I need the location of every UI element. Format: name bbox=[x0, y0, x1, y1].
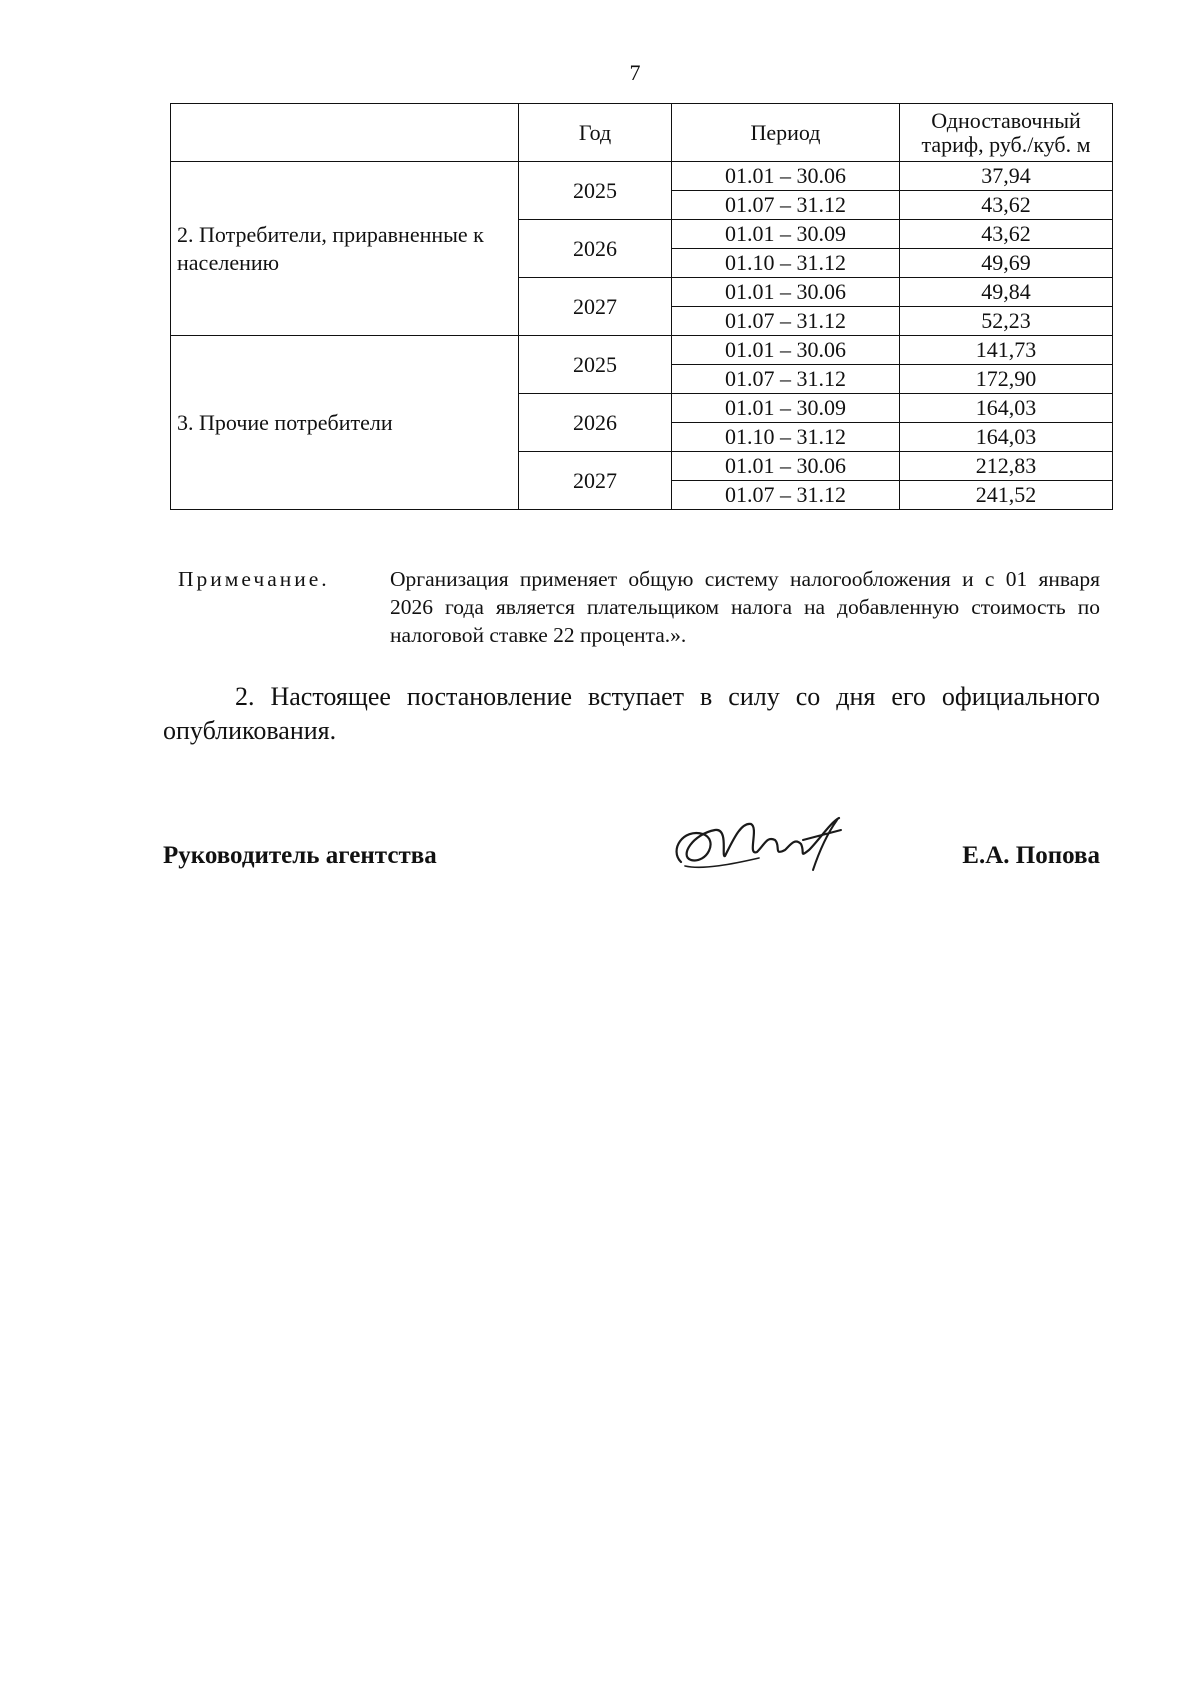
note bbox=[178, 565, 1100, 649]
period-cell: 01.01 – 30.06 bbox=[672, 336, 900, 365]
table-header-row bbox=[171, 104, 1113, 162]
table-row bbox=[171, 336, 1113, 365]
header-tariff: Одноставочный тариф, руб./куб. м bbox=[900, 104, 1113, 162]
effective-date-paragraph: 2. Настоящее постановление вступает в силу со дня его официального опубликования. bbox=[163, 682, 1100, 745]
tariff-cell: 212,83 bbox=[900, 452, 1113, 481]
year-cell: 2027 bbox=[519, 452, 672, 510]
header-category bbox=[171, 104, 519, 162]
tariff-cell: 141,73 bbox=[900, 336, 1113, 365]
tariff-cell: 241,52 bbox=[900, 481, 1113, 510]
signatory-name: Е.А. Попова bbox=[962, 842, 1100, 869]
header-period: Период bbox=[672, 104, 900, 162]
handwritten-signature bbox=[663, 800, 853, 890]
table-row bbox=[171, 162, 1113, 191]
tariff-cell: 164,03 bbox=[900, 423, 1113, 452]
year-cell: 2026 bbox=[519, 394, 672, 452]
tariff-table bbox=[170, 103, 1113, 510]
signatory-position: Руководитель агентства bbox=[163, 842, 437, 869]
period-cell: 01.07 – 31.12 bbox=[672, 365, 900, 394]
year-cell: 2026 bbox=[519, 220, 672, 278]
header-year: Год bbox=[519, 104, 672, 162]
tariff-cell: 52,23 bbox=[900, 307, 1113, 336]
period-cell: 01.07 – 31.12 bbox=[672, 191, 900, 220]
period-cell: 01.10 – 31.12 bbox=[672, 249, 900, 278]
note-text: Организация применяет общую систему налогообложения и с 01 января 2026 года является плательщиком налога на добавленную стоимость по налоговой ставке 22 процента.». bbox=[390, 567, 1100, 647]
period-cell: 01.10 – 31.12 bbox=[672, 423, 900, 452]
tariff-cell: 43,62 bbox=[900, 191, 1113, 220]
year-cell: 2025 bbox=[519, 336, 672, 394]
category-cell: 3. Прочие потребители bbox=[171, 336, 519, 510]
tariff-cell: 43,62 bbox=[900, 220, 1113, 249]
tariff-cell: 49,84 bbox=[900, 278, 1113, 307]
category-cell: 2. Потребители, приравненные к населению bbox=[171, 162, 519, 336]
period-cell: 01.01 – 30.06 bbox=[672, 162, 900, 191]
tariff-cell: 49,69 bbox=[900, 249, 1113, 278]
tariff-cell: 37,94 bbox=[900, 162, 1113, 191]
period-cell: 01.01 – 30.09 bbox=[672, 394, 900, 423]
year-cell: 2027 bbox=[519, 278, 672, 336]
period-cell: 01.01 – 30.06 bbox=[672, 452, 900, 481]
page-number: 7 bbox=[629, 60, 641, 85]
period-cell: 01.01 – 30.09 bbox=[672, 220, 900, 249]
note-label: Примечание. bbox=[178, 567, 330, 591]
tariff-cell: 172,90 bbox=[900, 365, 1113, 394]
tariff-cell: 164,03 bbox=[900, 394, 1113, 423]
period-cell: 01.07 – 31.12 bbox=[672, 307, 900, 336]
signature-block bbox=[163, 800, 1100, 890]
year-cell: 2025 bbox=[519, 162, 672, 220]
period-cell: 01.07 – 31.12 bbox=[672, 481, 900, 510]
period-cell: 01.01 – 30.06 bbox=[672, 278, 900, 307]
